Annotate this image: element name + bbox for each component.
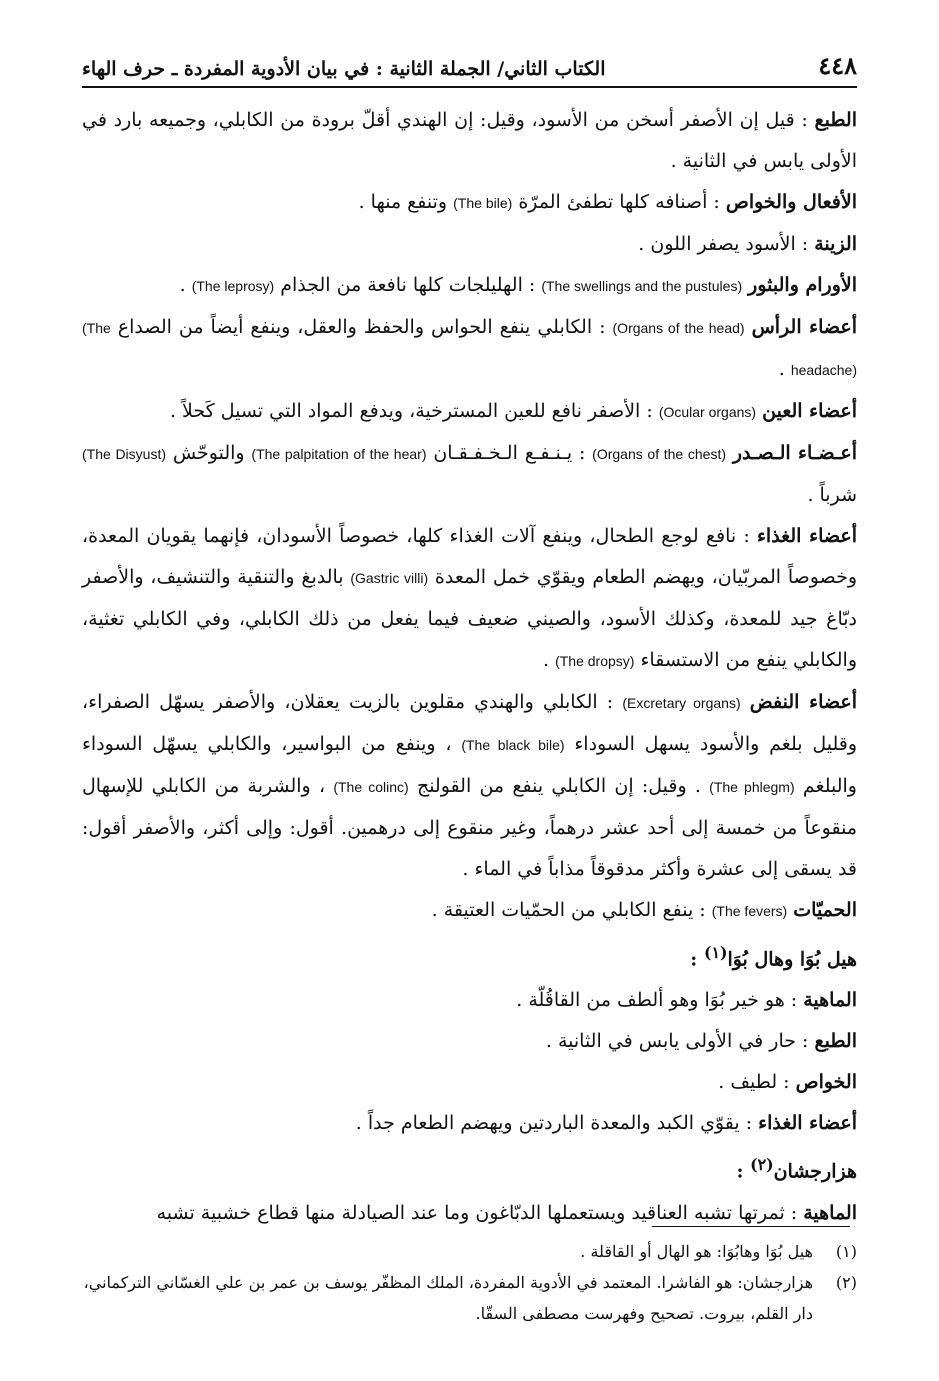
english-gloss: (The bile): [453, 195, 513, 211]
paragraph-adornment: [82, 224, 857, 265]
term: الأفعال والخواص: [725, 191, 857, 213]
paragraph-head: [82, 307, 857, 391]
page-header: [82, 40, 857, 80]
text: ، والشربة من الكابلي للإسهال منقوعاً من خمسة إلى أحد عشر درهماً، وغير منقوع إلى درهمين. أقول: وإلى أكثر، والأصفر أقول: قد يسقى إلى عشرة وأكثر مدقوقاً مذاباً في الماء .: [82, 775, 857, 880]
text: وتنفع منها .: [358, 191, 448, 213]
paragraph-nature: [82, 100, 857, 182]
term: الزينة: [814, 233, 857, 255]
entry-heading-hazarjashan: [82, 1144, 857, 1192]
text: . وقيل: إن الكابلي ينفع من القولنج: [416, 775, 701, 797]
entry1-line: [82, 1021, 857, 1062]
term: أعضاء الغذاء: [758, 1112, 857, 1135]
text: .: [543, 649, 550, 671]
term: أعضاء النفض: [749, 691, 857, 713]
footnote: [82, 1236, 857, 1267]
footnote-number: (١): [835, 1242, 857, 1261]
paragraph-chest: [82, 433, 857, 516]
text: ، وينفع من البواسير، والكابلي يسهّل السوداء والبلغم: [82, 733, 857, 797]
term: الماهية: [803, 1201, 857, 1224]
paragraph-digestion: [82, 516, 857, 682]
page-number: ٤٤٨: [818, 51, 857, 80]
text: : ينفع الكابلي من الحمّيات العتيقة .: [431, 899, 706, 921]
english-gloss: (Excretary organs): [622, 695, 741, 711]
footnote-text: هيل بُوَا وهابُوَا: هو الهال أو القاقلة .: [580, 1242, 813, 1261]
paragraph-fevers: [82, 890, 857, 932]
english-gloss: (The fevers): [711, 903, 788, 919]
text: بالدبغ والتنقية والتنشيف، والأصفر دبّاغ جيد للمعدة، وكذلك الأسود، والصيني ضعيف فيما يفعل من ذلك الكابلي، وفي الكابلي تغثية، والكابلي ينفع من الاستسقاء: [82, 566, 857, 671]
entry1-line: [82, 1062, 857, 1103]
term: الطبع: [814, 1030, 857, 1053]
term: أعضاء الرأس: [751, 316, 857, 338]
term: الماهية: [803, 989, 857, 1012]
text: : الأسود يصفر اللون .: [638, 233, 809, 255]
english-gloss: (The swellings and the pustules): [541, 278, 743, 294]
entry-colon: :: [736, 1160, 744, 1183]
term: الطبع: [814, 109, 857, 131]
text: .: [778, 358, 785, 380]
text: : حار في الأولى يابس في الثانية .: [545, 1030, 809, 1053]
header-rule: [82, 86, 857, 88]
english-gloss: (The leprosy): [191, 278, 275, 294]
text: : الكابلي والهندي مقلوين بالزيت يعقلان، والأصفر يسهّل الصفراء، وقليل بلغم والأسود يسهل السوداء: [82, 691, 857, 755]
entry1-line: [82, 980, 857, 1021]
text: : يقوّي الكبد والمعدة الباردتين ويهضم الطعام جداً .: [355, 1112, 753, 1135]
entry-title: هيل بُوَا وهال بُوَا: [727, 948, 857, 971]
text: : هو خير بُوَا وهو ألطف من القاقُلّة .: [516, 989, 798, 1012]
term: أعضاء العين: [762, 400, 857, 422]
text: والتوحّش: [172, 442, 245, 464]
english-gloss: (Gastric villi): [350, 570, 429, 586]
paragraph-excretion: [82, 682, 857, 890]
footnote-number: (٢): [835, 1273, 857, 1292]
entry-colon: :: [690, 948, 698, 971]
term: الأورام والبثور: [748, 274, 857, 296]
text: : قيل إن الأصفر أسخن من الأسود، وقيل: إن الهندي أقلّ برودة من الكابلي، وجميعه بارد في الأولى يابس في الثانية .: [82, 109, 857, 172]
term: الخواص: [795, 1071, 857, 1094]
text: شرباً .: [807, 484, 857, 506]
english-gloss: (Ocular organs): [658, 404, 757, 420]
footnote-rule: [652, 1226, 850, 1227]
term: أعضاء الغذاء: [757, 525, 858, 547]
english-gloss: (The colinc): [333, 779, 409, 795]
entry2-line: [82, 1193, 857, 1234]
english-gloss: (The phlegm): [709, 779, 795, 795]
text: : ثمرتها تشبه العناقيد ويستعملها الدبّاغون وما عند الصيادلة منها قطاع خشبية تشبه: [156, 1201, 798, 1224]
footnote-text: هزارجشان: هو الفاشرا. المعتمد في الأدوية المفردة، الملك المظفّر يوسف بن عمر بن علي الغسّاني التركماني، دار القلم، بيروت. تصحيح وفهرست مصطفى السقّا.: [83, 1273, 813, 1323]
text: : نافع لوجع الطحال، وينفع آلات الغذاء كلها، خصوصاً الأسودان، فإنهما يقويان المعدة، وخصوصاً المربّيان، ويهضم الطعام ويقوّي خمل المعدة: [82, 525, 857, 588]
text: : يـنـفـع الـخـفـقـان: [433, 442, 586, 464]
text: : الكابلي ينفع الحواس والحفظ والعقل، وينفع أيضاً من الصداع: [117, 316, 606, 338]
english-gloss: (Organs of the head): [612, 320, 745, 336]
english-gloss: (The Disyust): [82, 446, 167, 462]
footnote: [82, 1267, 857, 1329]
term: أعـضـاء الـصـدر: [732, 442, 857, 464]
text: : الهليلجات كلها نافعة من الجذام: [280, 274, 536, 296]
footnote-ref: (٢): [750, 1155, 774, 1175]
footnotes: [82, 1236, 857, 1329]
text: : لطيف .: [718, 1071, 790, 1094]
paragraph-eye: [82, 391, 857, 433]
english-gloss: (The palpitation of the hear): [251, 446, 427, 462]
entry-title: هزارجشان: [773, 1160, 857, 1183]
main-text: [82, 100, 857, 1234]
text: : الأصفر نافع للعين المسترخية، ويدفع المواد التي تسيل كَحلاً .: [169, 400, 653, 422]
term: الحميّات: [793, 899, 857, 921]
entry1-line: [82, 1103, 857, 1144]
footnote-ref: (١): [703, 943, 728, 962]
paragraph-swellings: [82, 265, 857, 307]
paragraph-actions: [82, 182, 857, 224]
english-gloss: (The black bile): [461, 737, 565, 753]
english-gloss: (The headache): [82, 320, 857, 378]
entry-heading-hil-bua: [82, 932, 857, 980]
english-gloss: (Organs of the chest): [592, 446, 726, 462]
running-head: الكتاب الثاني/ الجملة الثانية : في بيان الأدوية المفردة ـ حرف الهاء: [82, 58, 606, 80]
text: .: [179, 274, 186, 296]
english-gloss: (The dropsy): [555, 653, 635, 669]
text: : أصنافه كلها تطفئ المرّة: [518, 191, 720, 213]
